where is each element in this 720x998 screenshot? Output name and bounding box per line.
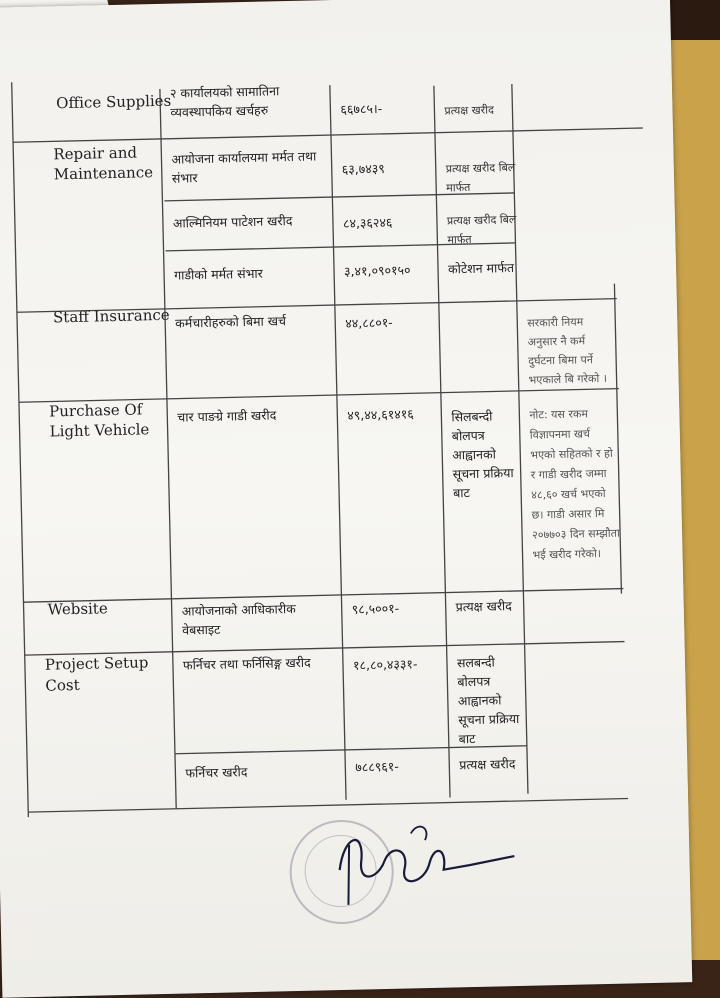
- row-amount: ४४,८८०१-: [345, 314, 393, 331]
- row-amount: १८,८०,४३३१-: [352, 656, 418, 673]
- row-amount: ६३,७४३९: [341, 160, 385, 177]
- row-remark: नोट: यस रकम विज्ञापनमा खर्च भएको सहितको र हो र गाडी खरीद जम्मा ४८,६० खर्च भएको छ। गाडी असार मि २०७७०३ दिन सम्झौता भई खरीद गरेको।: [529, 407, 620, 562]
- row-desc: गाडीको मर्मत संभार: [173, 265, 263, 283]
- row-desc: फर्निचर तथा फर्निसिङ्ग खरीद: [182, 654, 311, 673]
- row-desc: २ कार्यालयको सामातिना व्यवस्थापकिय खर्चहरु: [169, 83, 280, 120]
- row-desc: फर्निचर खरीद: [185, 764, 248, 781]
- row-desc: कर्मचारीहरुको बिमा खर्च: [175, 313, 287, 331]
- row-method: कोटेशन मार्फत: [447, 259, 515, 277]
- row-head-purchase-light-vehicle: Purchase Of Light Vehicle: [48, 400, 150, 441]
- row-head-repair-maintenance: Repair and Maintenance: [53, 143, 154, 184]
- row-amount: ८४,३६२४६: [342, 214, 393, 231]
- row-method: प्रत्यक्ष खरीद: [459, 756, 516, 773]
- row-amount: ३,४१,०९०१५०: [343, 262, 411, 279]
- row-amount: ४९,४४,६१४१६: [347, 406, 414, 423]
- row-method: प्रत्यक्ष खरीद बिल मार्फत: [446, 212, 517, 247]
- row-method: सिलबन्दी बोलपत्र आह्वानको सूचना प्रक्रिया बाट: [451, 408, 514, 501]
- row-desc: आयोजनाको आधिकारीक वेबसाइट: [181, 600, 296, 638]
- row-desc: चार पाङग्रे गाडी खरीद: [177, 407, 277, 425]
- row-method: प्रत्यक्ष खरीद: [444, 103, 494, 118]
- row-desc: आयोजना कार्यालयमा मर्मत तथा संभार: [171, 148, 317, 186]
- row-head-project-setup-cost: Project Setup Cost: [44, 653, 149, 695]
- row-method: प्रत्यक्ष खरीद बिल मार्फत: [445, 160, 516, 195]
- row-remark: सरकारी नियम अनुसार नै कर्म दुर्घटना बिमा पर्ने भएकाले बि गरेको ।: [527, 315, 608, 387]
- row-amount: ९८,५००१-: [351, 600, 400, 617]
- row-amount: ६६७८५।-: [340, 100, 383, 117]
- row-head-staff-insurance: Staff Insurance: [52, 305, 170, 327]
- row-desc: आल्मिनियम पाटेशन खरीद: [172, 212, 293, 231]
- row-amount: ७८८९६१-: [355, 758, 399, 775]
- row-method: प्रत्यक्ष खरीद: [455, 598, 513, 615]
- row-head-office-supplies: Office Supplies: [55, 91, 172, 113]
- row-method: सलबन्दी बोलपत्र आह्वानको सूचना प्रक्रिया बाट: [456, 654, 520, 747]
- row-head-website: Website: [47, 599, 108, 619]
